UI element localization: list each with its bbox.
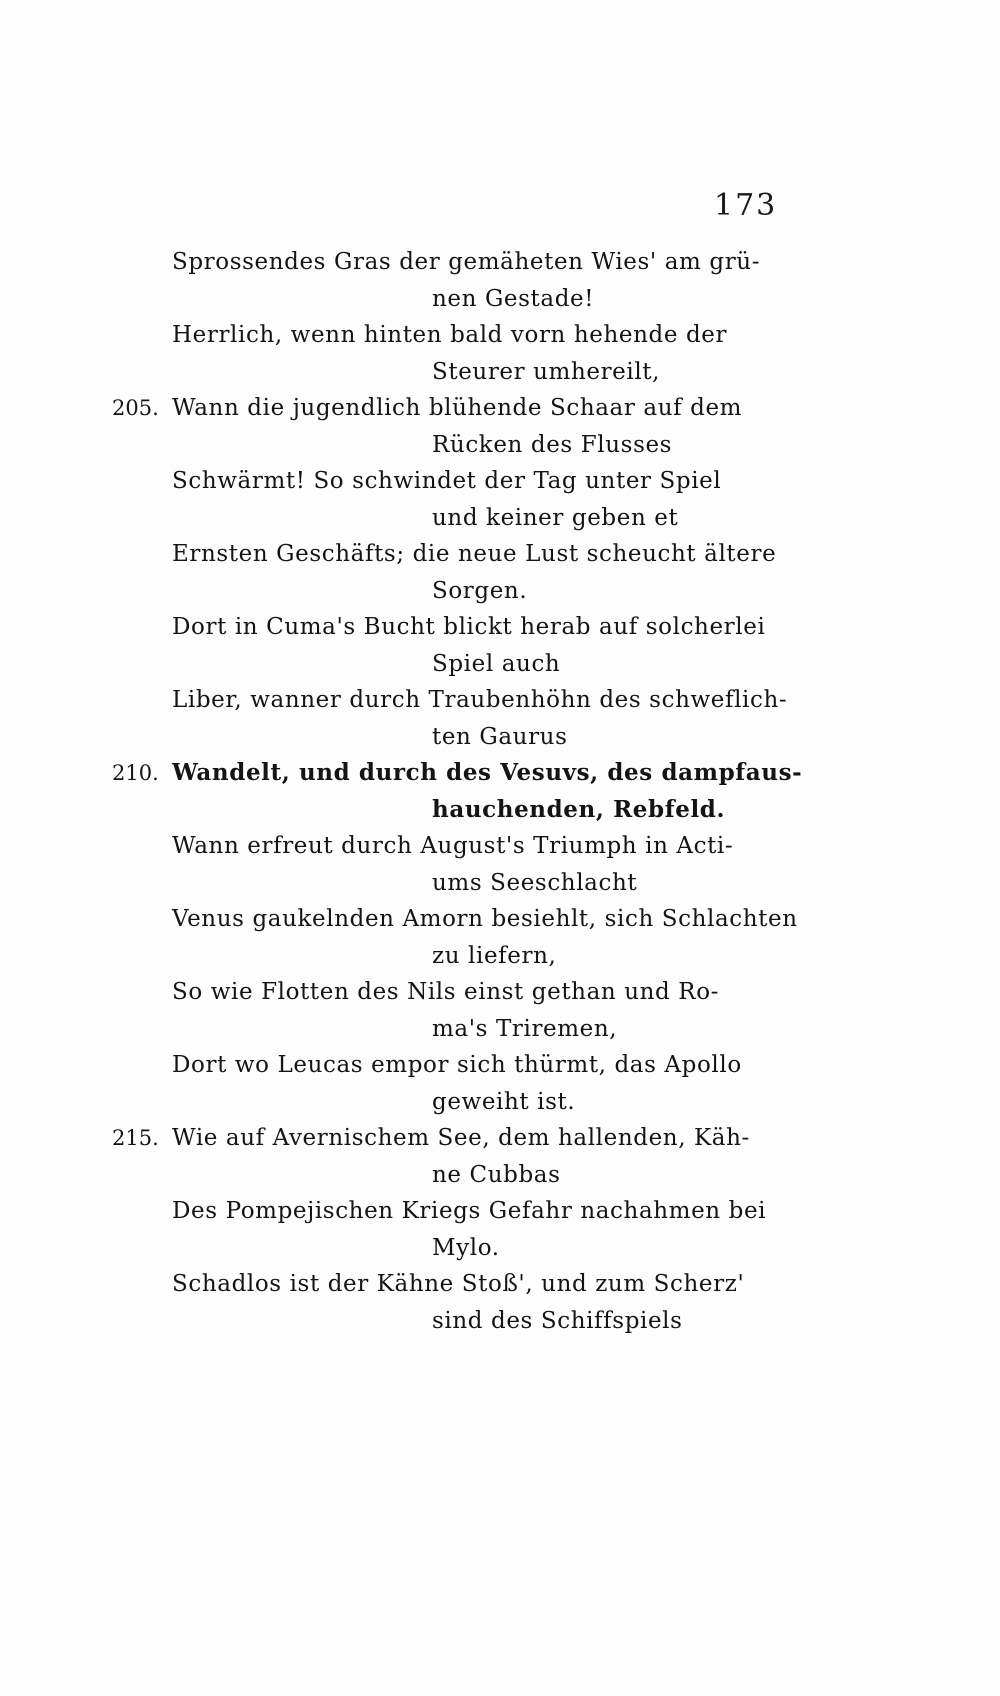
verse-text: Wie auf Avernischem See, dem hallenden, Käh-	[172, 1125, 750, 1151]
verse-text: und keiner geben et	[432, 504, 679, 531]
verse-line	[0, 1193, 1000, 1230]
verse-text: nen Gestade!	[432, 285, 595, 312]
verse-line	[0, 974, 1000, 1011]
verse-line	[0, 609, 1000, 646]
verse-line-continuation	[0, 1230, 1000, 1267]
verse-line	[0, 828, 1000, 865]
verse-line-continuation	[0, 573, 1000, 610]
verse-text: Sorgen.	[432, 577, 528, 604]
verse-line-continuation	[0, 719, 1000, 756]
verse-line	[0, 1047, 1000, 1084]
line-number: 205.	[112, 396, 159, 420]
verse-text: Des Pompejischen Kriegs Gefahr nachahmen bei	[172, 1198, 767, 1224]
verse-line	[0, 463, 1000, 500]
verse-text: zu liefern,	[432, 942, 557, 969]
verse-line-continuation	[0, 281, 1000, 318]
verse-line-continuation	[0, 1157, 1000, 1194]
verse-text: Venus gaukelnden Amorn besiehlt, sich Schlachten	[172, 906, 798, 932]
verse-line-continuation	[0, 1303, 1000, 1340]
verse-line	[0, 317, 1000, 354]
page-number: 173	[714, 188, 778, 223]
verse-text: sind des Schiffspiels	[432, 1307, 683, 1334]
verse-text: Wann erfreut durch August's Triumph in Acti-	[172, 833, 734, 859]
verse-line-continuation	[0, 646, 1000, 683]
verse-text: Mylo.	[432, 1234, 500, 1261]
verse-text: Schwärmt! So schwindet der Tag unter Spiel	[172, 468, 722, 494]
verse-line	[0, 755, 1000, 792]
verse-line-continuation	[0, 354, 1000, 391]
verse-text: Wann die jugendlich blühende Schaar auf dem	[172, 395, 743, 421]
verse-line-continuation	[0, 938, 1000, 975]
verse-text: ma's Triremen,	[432, 1015, 618, 1042]
verse-text: Dort in Cuma's Bucht blickt herab auf solcherlei	[172, 614, 766, 640]
verse-line-continuation	[0, 1084, 1000, 1121]
verse-text: Ernsten Geschäfts; die neue Lust scheucht ältere	[172, 541, 777, 567]
verse-line-continuation	[0, 792, 1000, 829]
verse-text: Herrlich, wenn hinten bald vorn hehende der	[172, 322, 728, 348]
verse-line	[0, 901, 1000, 938]
verse-line	[0, 1120, 1000, 1157]
verse-text: Steurer umhereilt,	[432, 358, 661, 385]
verse-line-continuation	[0, 865, 1000, 902]
verse-text: Liber, wanner durch Traubenhöhn des schweflich-	[172, 687, 788, 713]
verse-text: Schadlos ist der Kähne Stoß', und zum Scherz'	[172, 1271, 745, 1297]
verse-text: Spiel auch	[432, 650, 561, 677]
verse-text: ten Gaurus	[432, 723, 568, 750]
verse-text: Dort wo Leucas empor sich thürmt, das Apollo	[172, 1052, 742, 1078]
verse-text: hauchenden, Rebfeld.	[432, 795, 726, 823]
verse-line	[0, 390, 1000, 427]
verse-text: ums Seeschlacht	[432, 869, 638, 896]
verse-text: ne Cubbas	[432, 1161, 561, 1188]
line-number: 210.	[112, 761, 159, 785]
verse-text: So wie Flotten des Nils einst gethan und Ro-	[172, 979, 720, 1005]
verse-block	[0, 244, 1000, 1339]
verse-text: Rücken des Flusses	[432, 431, 673, 458]
verse-line	[0, 682, 1000, 719]
verse-text: Sprossendes Gras der gemäheten Wies' am grü-	[172, 249, 761, 275]
verse-line-continuation	[0, 500, 1000, 537]
verse-line-continuation	[0, 427, 1000, 464]
verse-line	[0, 536, 1000, 573]
verse-line	[0, 1266, 1000, 1303]
verse-line	[0, 244, 1000, 281]
line-number: 215.	[112, 1126, 159, 1150]
verse-text: Wandelt, und durch des Vesuvs, des dampfaus-	[172, 759, 803, 786]
verse-text: geweiht ist.	[432, 1088, 576, 1115]
verse-line-continuation	[0, 1011, 1000, 1048]
